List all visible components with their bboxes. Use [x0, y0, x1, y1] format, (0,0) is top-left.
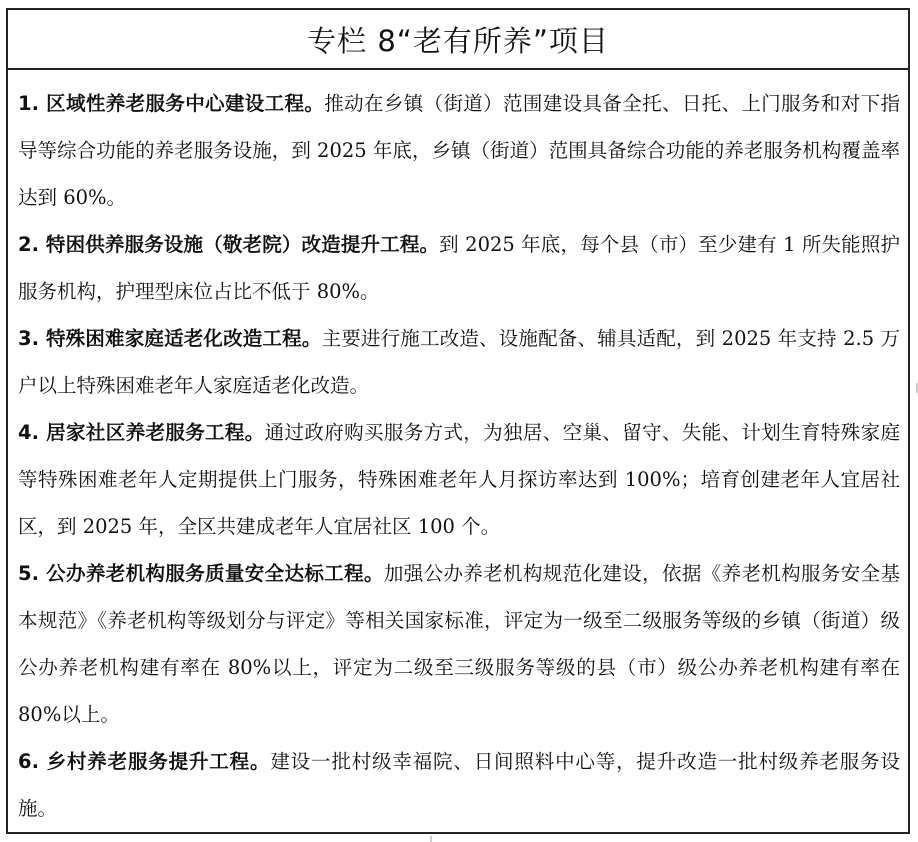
item-2-heading: 2. 特困供养服务设施（敬老院）改造提升工程。 — [18, 233, 440, 256]
column-title: 专栏 8“老有所养”项目 — [307, 23, 609, 58]
item-6-text: 建设一批村级幸福院、日间照料中心等，提升改造一批村级养老服务设施。 — [18, 750, 900, 820]
project-column-box — [6, 8, 910, 834]
column-content — [8, 70, 908, 832]
item-3 — [18, 315, 900, 409]
item-1-text: 推动在乡镇（街道）范围建设具备全托、日托、上门服务和对下指导等综合功能的养老服务设施，到 2025 年底，乡镇（街道）范围具备综合功能的养老服务机构覆盖率达到 60%。 — [18, 92, 900, 209]
item-1-heading: 1. 区域性养老服务中心建设工程。 — [18, 92, 325, 115]
item-5 — [18, 550, 900, 738]
page-margin-mark — [430, 836, 432, 842]
item-3-heading: 3. 特殊困难家庭适老化改造工程。 — [18, 327, 322, 350]
item-5-text: 加强公办养老机构规范化建设，依据《养老机构服务安全基本规范》《养老机构等级划分与评定》等相关国家标准，评定为一级至二级服务等级的乡镇（街道）级公办养老机构建有率在 80%以上，评定为二级至三级服务等级的县（市）级公办养老机构建有率在 80%以上。 — [18, 562, 900, 726]
item-4-text: 通过政府购买服务方式，为独居、空巢、留守、失能、计划生育特殊家庭等特殊困难老年人定期提供上门服务，特殊困难老年人月探访率达到 100%；培育创建老年人宜居社区，到 2025 年，全区共建成老年人宜居社区 100 个。 — [18, 421, 900, 538]
item-4 — [18, 409, 900, 550]
item-6-heading: 6. 乡村养老服务提升工程。 — [18, 750, 271, 773]
item-3-text: 主要进行施工改造、设施配备、辅具适配，到 2025 年支持 2.5 万户以上特殊困难老年人家庭适老化改造。 — [18, 327, 901, 397]
item-2-text: 到 2025 年底，每个县（市）至少建有 1 所失能照护服务机构，护理型床位占比不低于 80%。 — [18, 233, 901, 303]
title-row — [8, 10, 908, 70]
item-6 — [18, 738, 900, 832]
item-1 — [18, 80, 900, 221]
item-2 — [18, 221, 900, 315]
item-4-heading: 4. 居家社区养老服务工程。 — [18, 421, 265, 444]
item-5-heading: 5. 公办养老机构服务质量安全达标工程。 — [18, 562, 384, 585]
